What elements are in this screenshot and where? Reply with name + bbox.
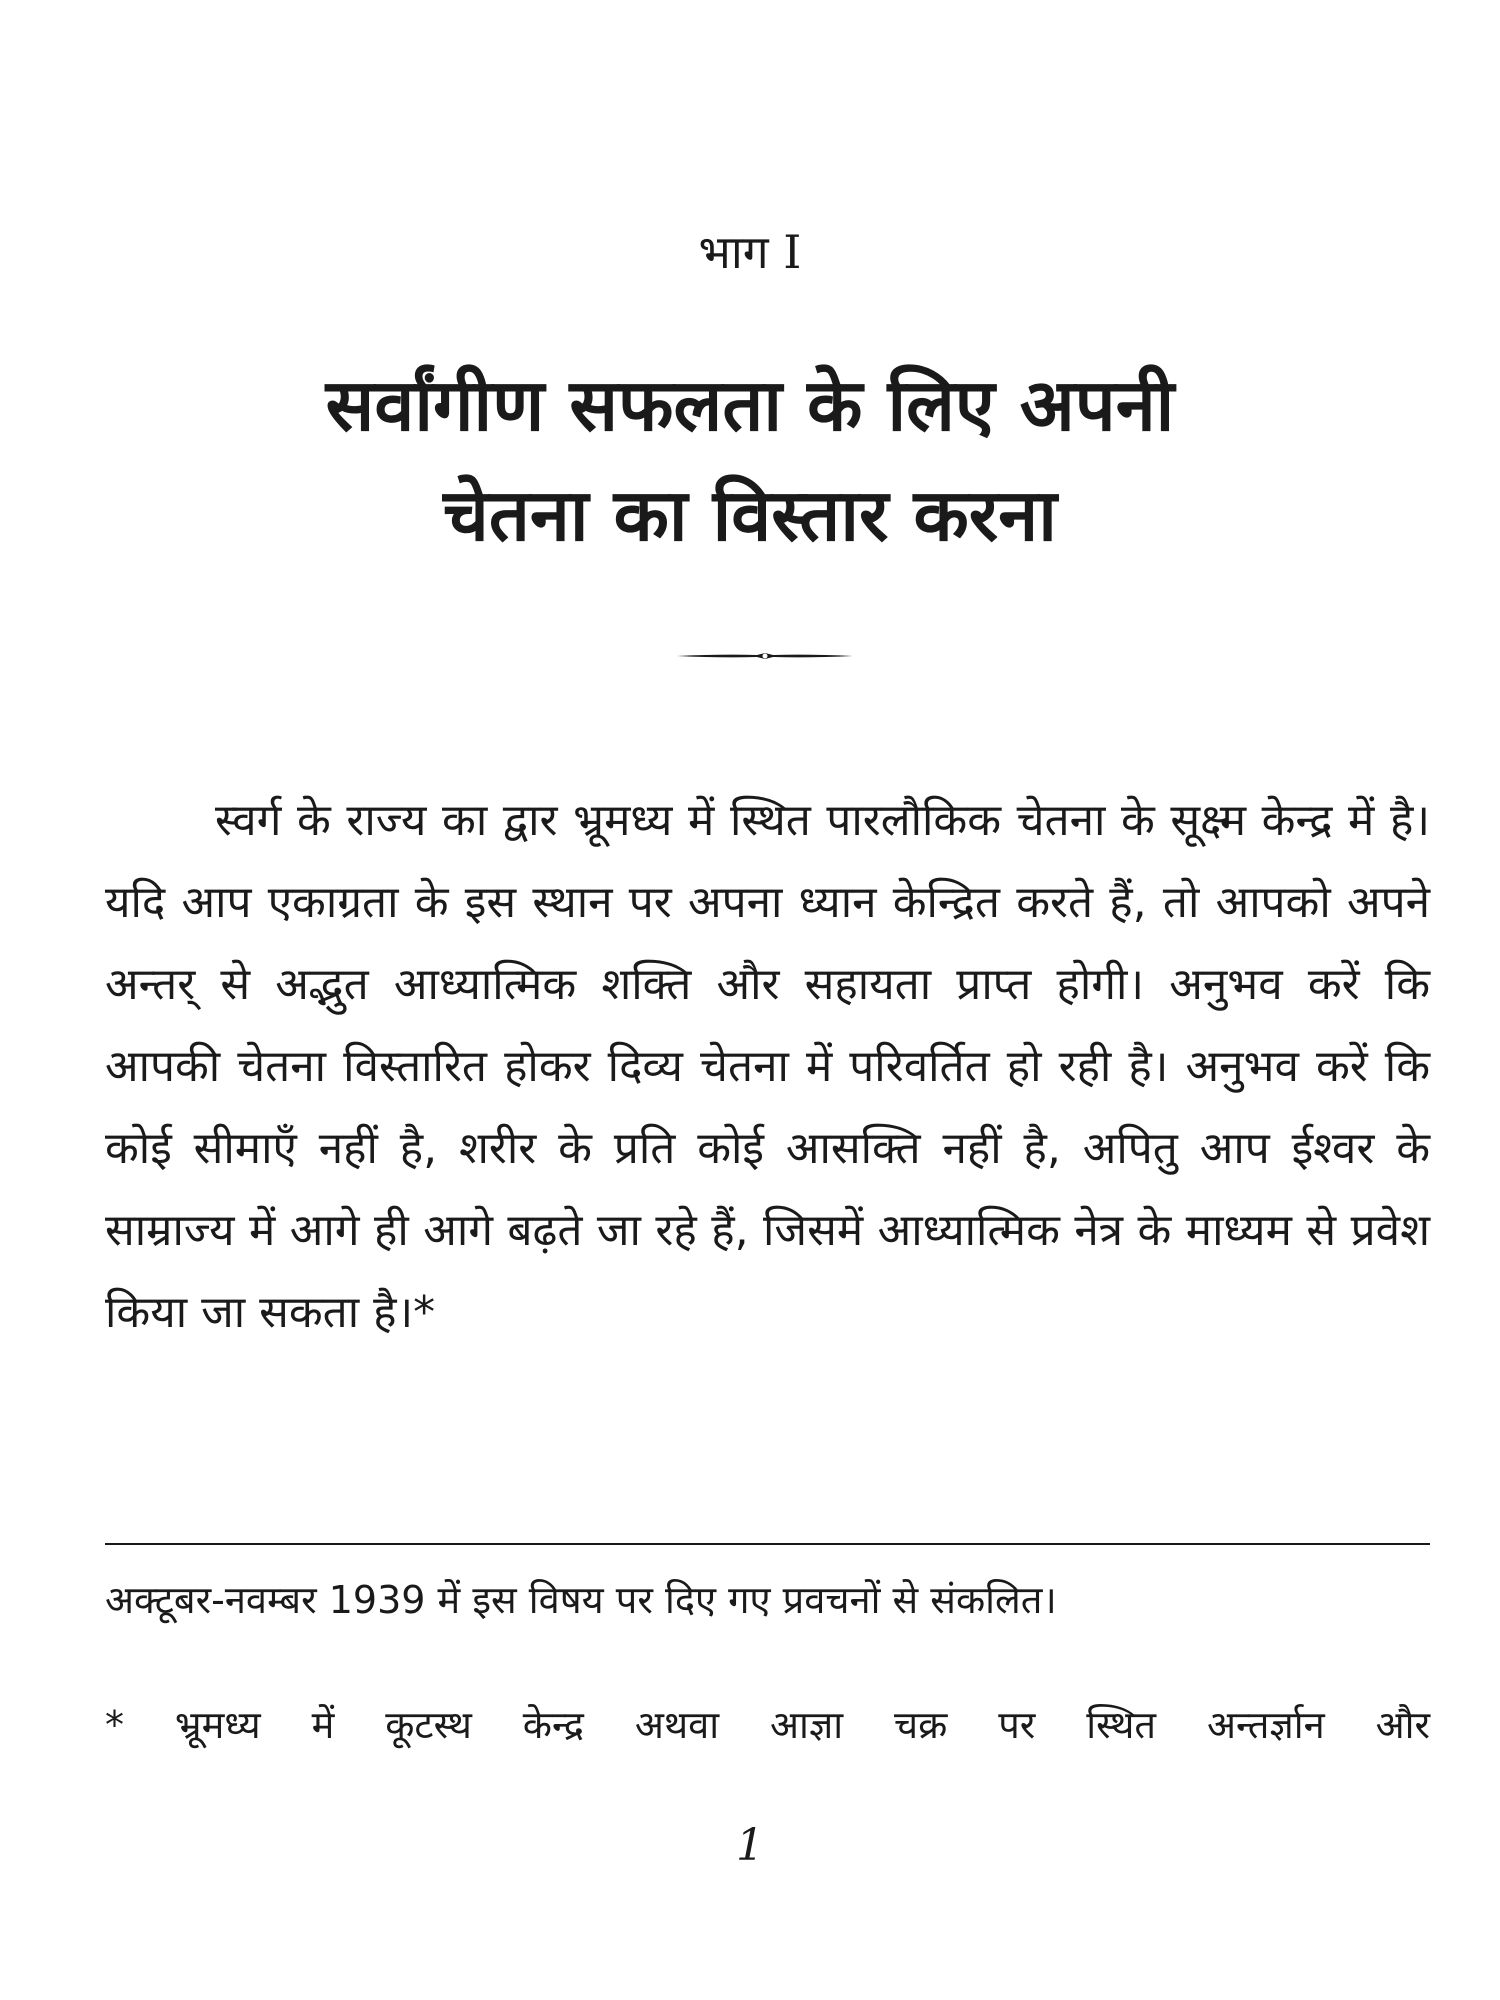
footnote-divider xyxy=(105,1543,1430,1545)
footnote: * भ्रूमध्य में कूटस्थ केन्द्र अथवा आज्ञा चक्र पर स्थित अन्तर्ज्ञान और xyxy=(105,1703,1430,1747)
source-note: अक्टूबर-नवम्बर 1939 में इस विषय पर दिए गए प्रवचनों से संकलित। xyxy=(105,1578,1057,1622)
body-paragraph: स्वर्ग के राज्य का द्वार भ्रूमध्य में स्थित पारलौकिक चेतना के सूक्ष्म केन्द्र में है। यदि आप एकाग्रता के इस स्थान पर अपना ध्यान केन्द्रित करते हैं, तो आपको अपने अन्तर् से अद्भुत आध्यात्मिक शक्ति और सहायता प्राप्त होगी। अनुभव करें कि आपकी चेतना विस्तारित होकर दिव्य चेतना में परिवर्तित हो रही है। अनुभव करें कि कोई सीमाएँ नहीं है, शरीर के प्रति कोई आसक्ति नहीं है, अपितु आप ईश्वर के साम्राज्य में आगे ही आगे बढ़ते जा रहे हैं, जिसमें आध्यात्मिक नेत्र के माध्यम से प्रवेश किया जा सकता है।* xyxy=(105,795,1430,1338)
ornament-divider xyxy=(675,648,855,664)
part-label: भाग I xyxy=(698,225,802,279)
chapter-title-line-1: सर्वांगीण सफलता के लिए अपनी xyxy=(325,363,1175,447)
page-number: 1 xyxy=(736,1820,764,1871)
chapter-title xyxy=(0,350,1500,570)
chapter-title-line-2: चेतना का विस्तार करना xyxy=(443,473,1057,557)
